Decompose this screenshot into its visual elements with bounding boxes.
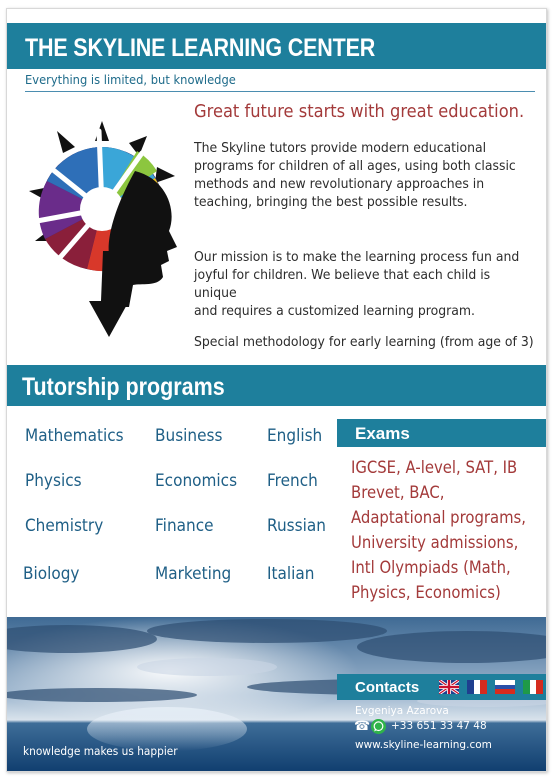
france-flag-icon: [467, 680, 487, 694]
exams-band: [337, 419, 547, 447]
italy-flag-icon: [523, 680, 543, 694]
section-title: Tutorship programs: [22, 373, 225, 401]
text-line: methods and new revolutionary approaches in: [194, 177, 485, 192]
subject-russian: Russian: [267, 516, 326, 536]
intro-heading: Great future starts with great education.: [194, 102, 525, 122]
contact-name: Evgeniya Azarova: [355, 705, 449, 717]
russia-flag-icon: [495, 680, 515, 694]
footer-motto: knowledge makes us happier: [23, 744, 178, 758]
subject-business: Business: [155, 426, 223, 446]
exam-line: Adaptational programs,: [351, 508, 527, 527]
subject-english: English: [267, 426, 323, 446]
header-band: [7, 23, 547, 69]
subject-finance: Finance: [155, 516, 214, 536]
text-line: programs for children of all ages, using both classic: [194, 159, 516, 174]
subject-biology: Biology: [23, 564, 80, 584]
subject-italian: Italian: [267, 564, 315, 584]
page-title: THE SKYLINE LEARNING CENTER: [25, 34, 376, 62]
intro-paragraph-3: Special methodology for early learning (from age of 3): [194, 335, 534, 350]
subject-chemistry: Chemistry: [25, 516, 104, 536]
subject-physics: Physics: [25, 471, 82, 491]
exams-title: Exams: [355, 424, 410, 443]
text-line: The Skyline tutors provide modern educational: [194, 141, 487, 156]
exam-line: IGCSE, A-level, SAT, IB: [351, 458, 518, 477]
subject-mathematics: Mathematics: [25, 426, 124, 446]
subject-french: French: [267, 471, 318, 491]
tagline: Everything is limited, but knowledge: [25, 72, 236, 87]
contact-website-link[interactable]: www.skyline-learning.com: [355, 739, 492, 751]
text-line: and requires a customized learning program.: [194, 304, 475, 319]
intro-paragraph-2: [194, 249, 529, 321]
phone-icon: ☎: [354, 719, 371, 734]
contact-phone: +33 651 33 47 48: [391, 720, 487, 732]
intro-paragraph-1: [194, 140, 529, 212]
tagline-divider: [25, 91, 535, 92]
exam-line: Intl Olympiads (Math,: [351, 558, 511, 577]
contacts-band: [337, 674, 547, 700]
uk-flag-icon: [439, 680, 459, 694]
text-line: teaching, bringing the best possible results.: [194, 195, 468, 210]
subject-marketing: Marketing: [155, 564, 232, 584]
whatsapp-icon: [371, 719, 386, 734]
flyer: [6, 8, 547, 772]
subject-economics: Economics: [155, 471, 238, 491]
contacts-title: Contacts: [355, 679, 420, 696]
programs-band: [7, 365, 547, 406]
text-line: Our mission is to make the learning process fun and: [194, 250, 520, 265]
exam-line: Physics, Economics): [351, 583, 501, 602]
exam-line: Brevet, BAC,: [351, 483, 445, 502]
exam-line: University admissions,: [351, 533, 519, 552]
exams-list: [351, 455, 547, 605]
text-line: joyful for children. We believe that each child is unique: [194, 268, 491, 301]
head-arrows-logo-icon: [17, 101, 187, 341]
